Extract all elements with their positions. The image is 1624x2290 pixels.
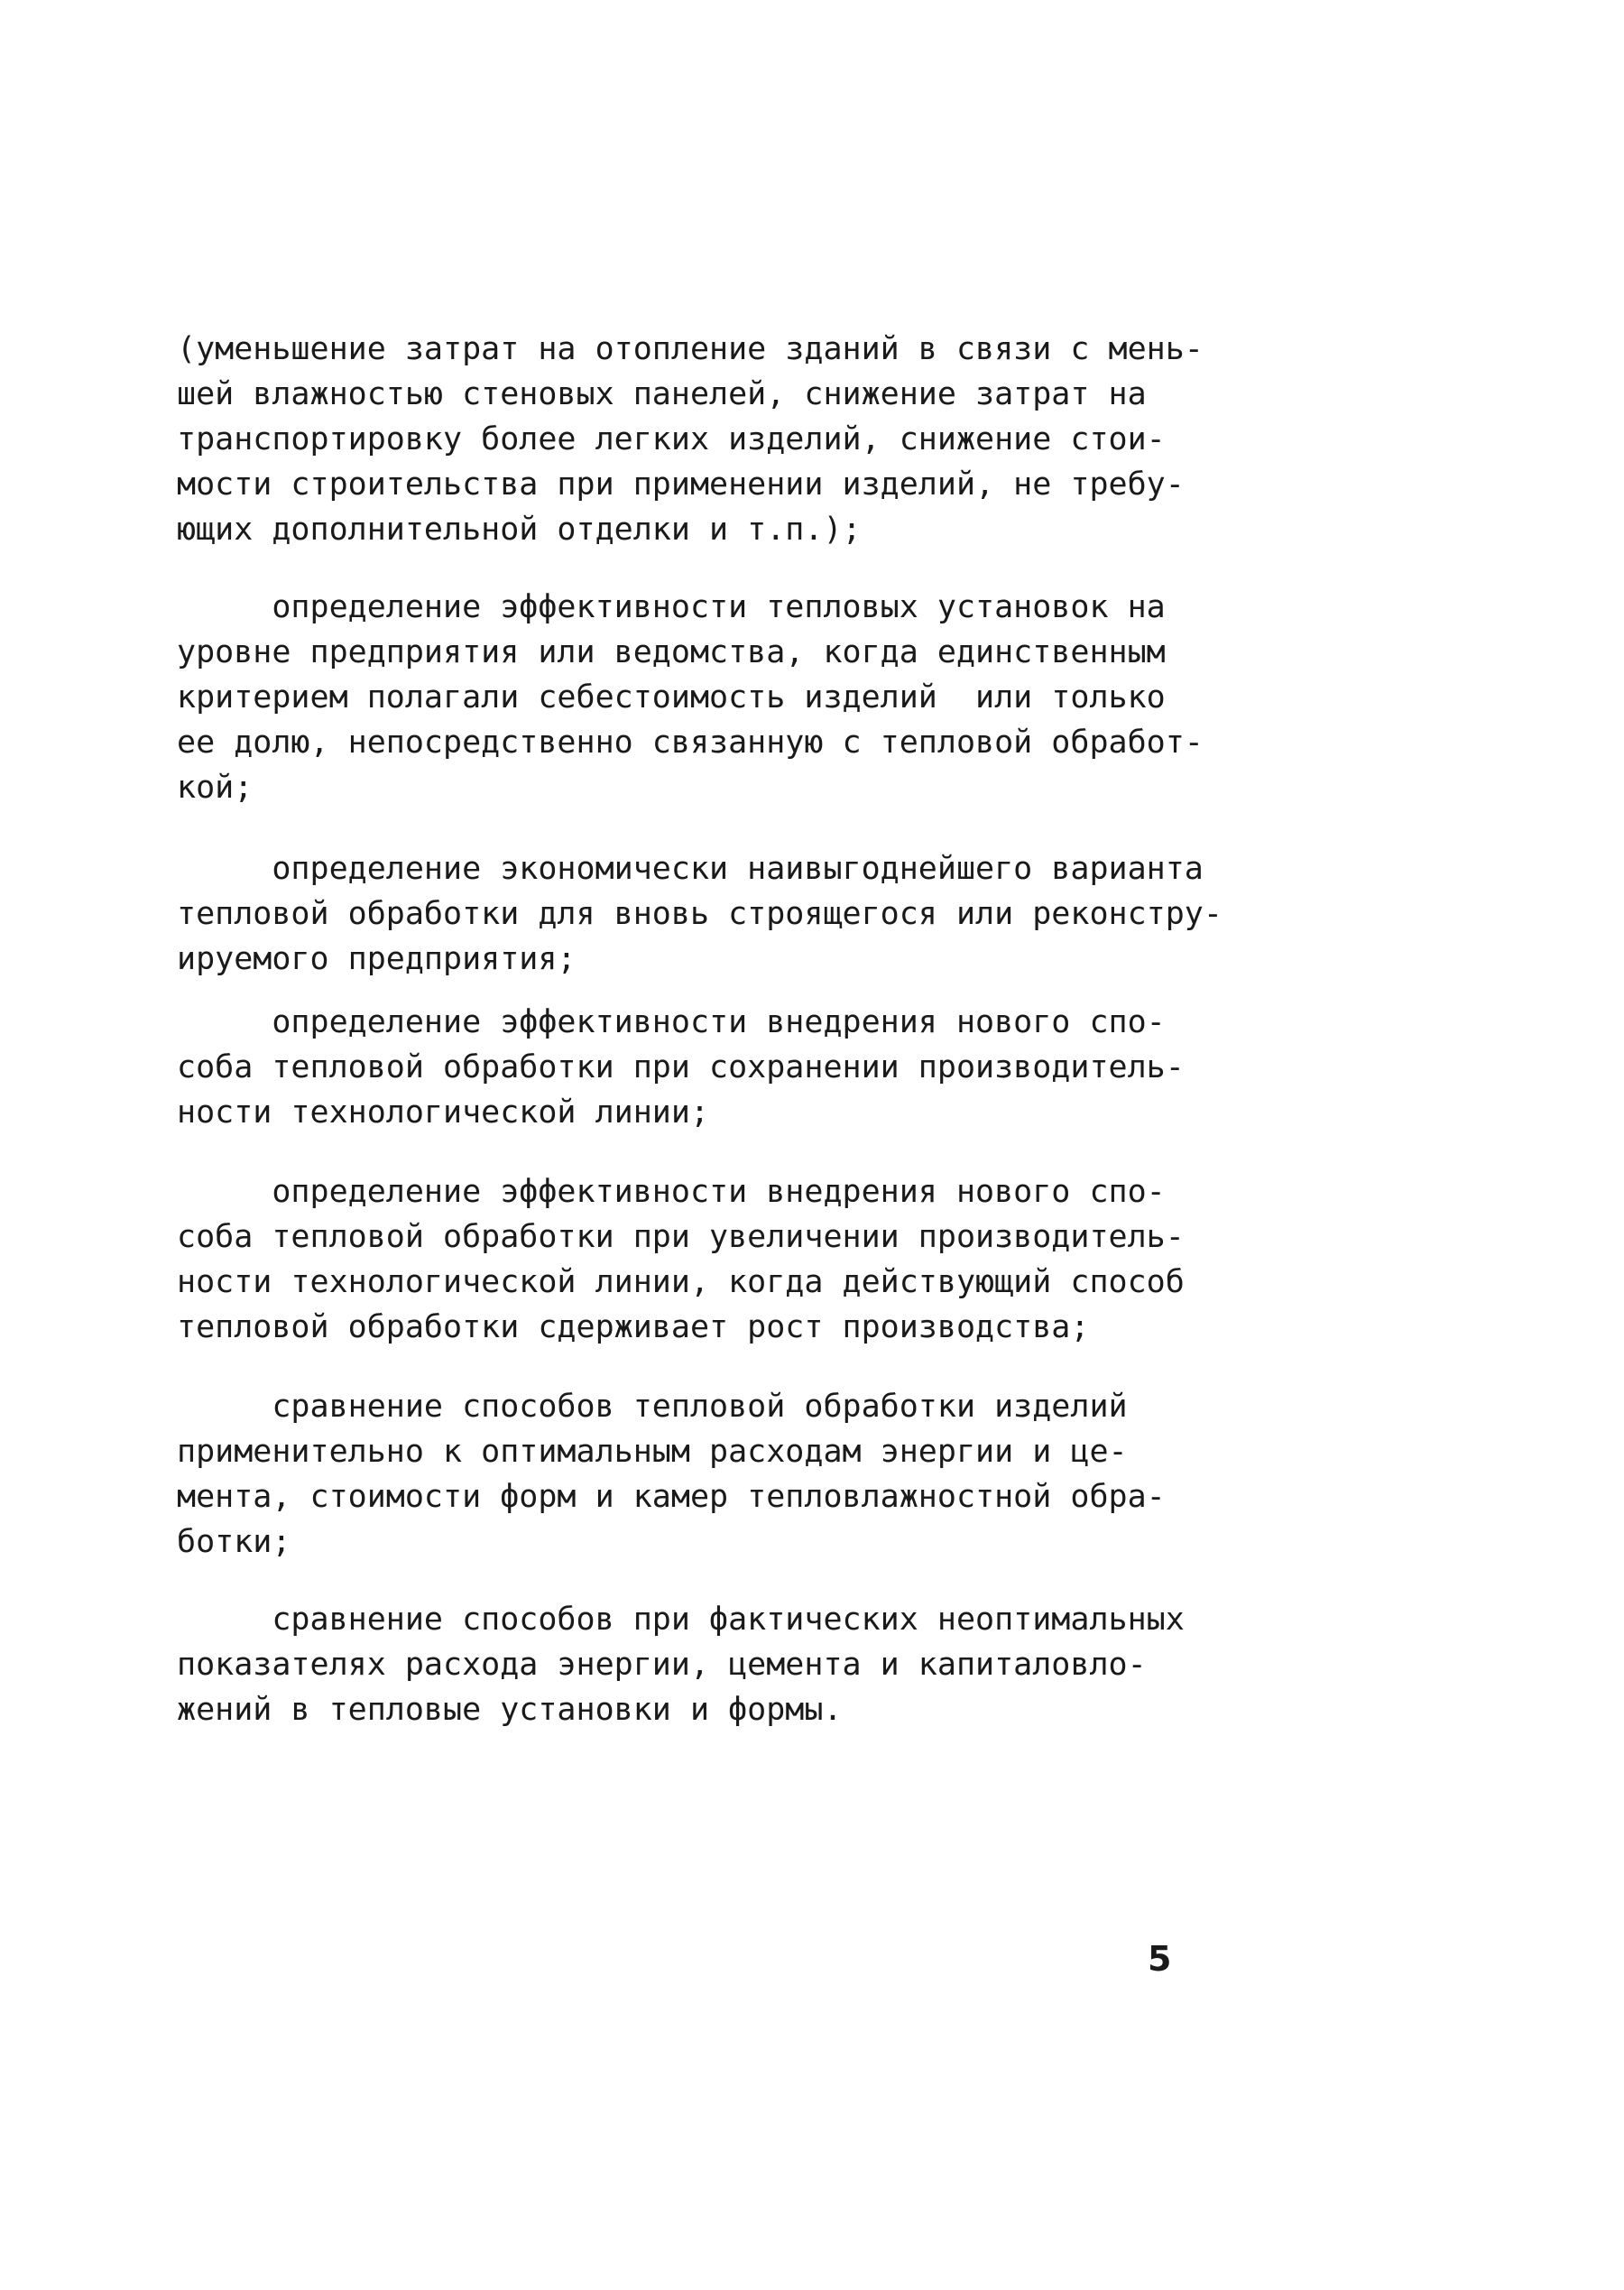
text-line: определение эффективности внедрения нового спо- [177,1174,1166,1210]
text-line: соба тепловой обработки при сохранении производитель- [177,1049,1185,1085]
text-line: уровне предприятия или ведомства, когда единственным [177,634,1166,670]
text-line: мента, стоимости форм и камер тепловлажностной обра- [177,1479,1166,1515]
text-line: определение эффективности внедрения нового спо- [177,1004,1166,1040]
text-line: шей влажностью стеновых панелей, снижение затрат на [177,376,1147,412]
text-line: тепловой обработки для вновь строящегося или реконстру- [177,896,1223,932]
text-line: применительно к оптимальным расходам энергии и це- [177,1434,1128,1470]
text-line: определение экономически наивыгоднейшего варианта [177,851,1204,887]
text-line: соба тепловой обработки при увеличении производитель- [177,1219,1185,1255]
paragraph-optimal-comparison [177,1384,1422,1565]
paragraph-new-method-same-capacity [177,1000,1422,1135]
text-line: сравнение способов при фактических неоптимальных [177,1602,1185,1638]
paragraph-optimal-variant [177,846,1422,982]
text-line: жений в тепловые установки и формы. [177,1692,843,1728]
text-line: сравнение способов тепловой обработки изделий [177,1389,1128,1425]
text-line: кой; [177,770,254,806]
text-line: определение эффективности тепловых установок на [177,589,1166,625]
text-line: показателях расхода энергии, цемента и капиталовло- [177,1647,1147,1683]
text-line: ности технологической линии; [177,1094,710,1131]
paragraph-actual-comparison [177,1597,1422,1732]
text-line: ности технологической линии, когда действующий способ [177,1264,1185,1300]
paragraph-thermal-efficiency [177,585,1422,810]
text-line: транспортировку более легких изделий, снижение стои- [177,421,1166,457]
text-line: тепловой обработки сдерживает рост производства; [177,1309,1090,1345]
text-line: (уменьшение затрат на отопление зданий в связи с мень- [177,331,1204,367]
paragraph-new-method-increased-capacity [177,1169,1422,1350]
text-line: мости строительства при применении изделий, не требу- [177,466,1185,503]
text-line: критерием полагали себестоимость изделий или только [177,679,1166,716]
text-line: ботки; [177,1524,291,1560]
text-line: ируемого предприятия; [177,941,577,977]
text-line: ющих дополнительной отделки и т.п.); [177,512,862,548]
text-line: ее долю, непосредственно связанную с тепловой обработ- [177,725,1204,761]
paragraph-savings-list [177,327,1422,552]
page-number: 5 [1148,1939,1172,1979]
